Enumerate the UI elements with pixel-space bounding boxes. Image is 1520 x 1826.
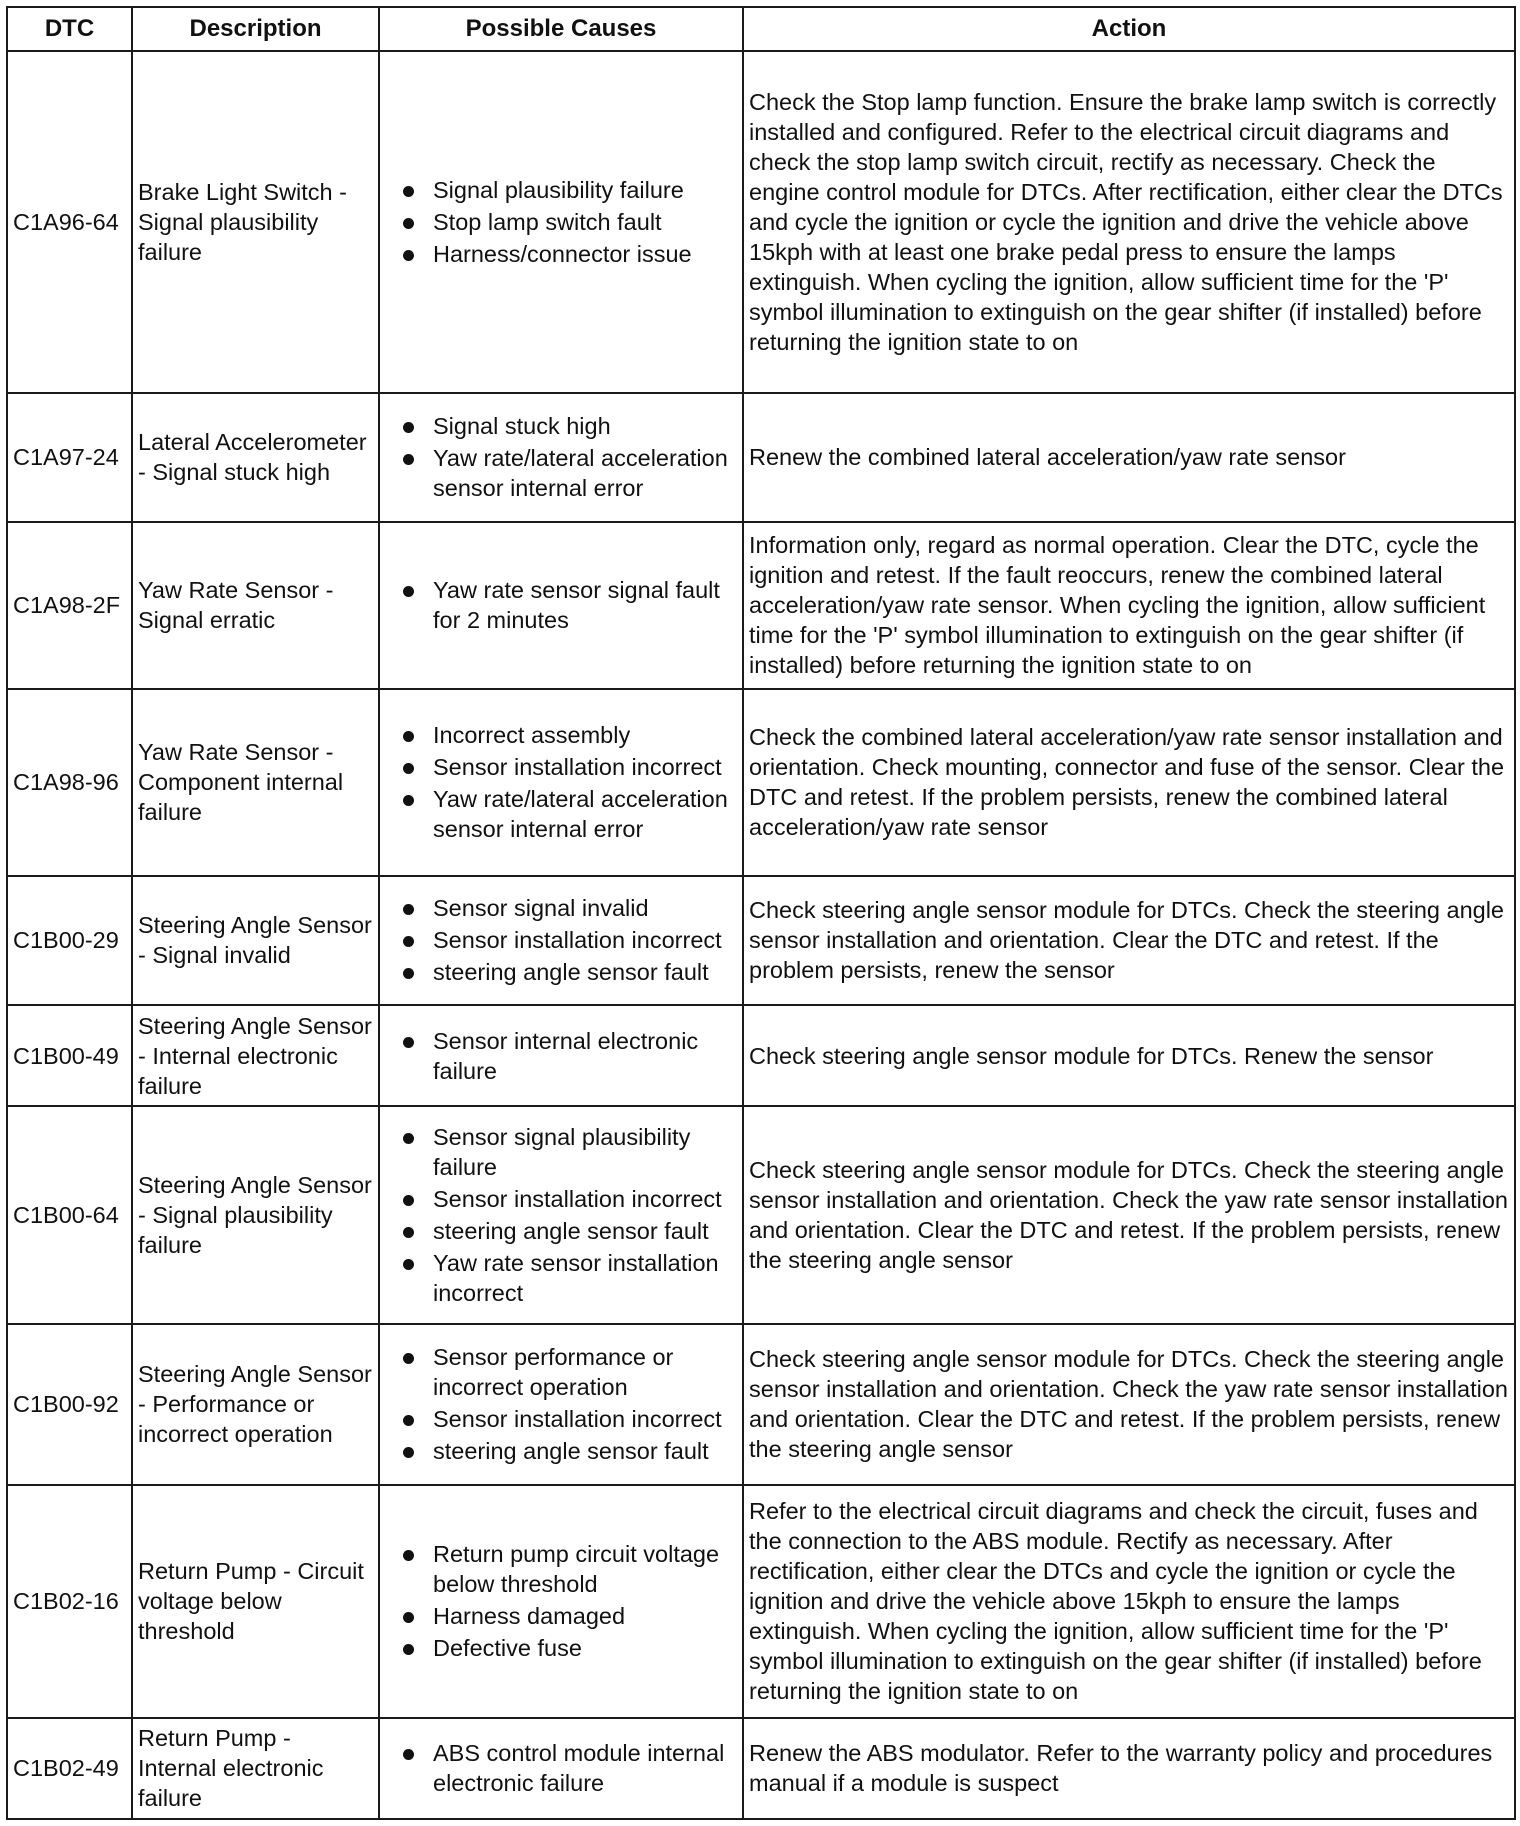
cause-bullet-item: Harness damaged xyxy=(433,1601,737,1631)
dtc-description: Yaw Rate Sensor - Signal erratic xyxy=(132,522,379,689)
table-row xyxy=(7,522,1515,689)
possible-causes-list xyxy=(385,1738,737,1798)
table-row xyxy=(7,1485,1515,1718)
header-action: Action xyxy=(743,7,1515,51)
cause-bullet-item: Return pump circuit voltage below threshold xyxy=(433,1539,737,1599)
action-text: Check steering angle sensor module for DTCs. Check the steering angle sensor installation and orientation. Check the yaw rate sensor installation and orientation. Clear the DTC and retest. If the problem persists, renew the steering angle sensor xyxy=(743,1324,1515,1485)
possible-causes-list xyxy=(385,1026,737,1086)
dtc-description: Steering Angle Sensor - Signal plausibility failure xyxy=(132,1106,379,1324)
dtc-description: Lateral Accelerometer - Signal stuck high xyxy=(132,393,379,522)
cause-bullet-item: Sensor installation incorrect xyxy=(433,925,737,955)
table-row xyxy=(7,393,1515,522)
action-text: Refer to the electrical circuit diagrams and check the circuit, fuses and the connection to the ABS module. Rectify as necessary. After rectification, either clear the DTCs and cycle the ignition or cycle the ignition and drive the vehicle above 15kph to ensure the lamps extinguish. When cycling the ignition, allow sufficient time for the 'P' symbol illumination to extinguish on the gear shifter (if installed) before returning the ignition state to on xyxy=(743,1485,1515,1718)
dtc-code: C1A97-24 xyxy=(7,393,132,522)
cause-bullet-item: Sensor installation incorrect xyxy=(433,1184,737,1214)
cause-bullet-item: Yaw rate/lateral acceleration sensor internal error xyxy=(433,784,737,844)
dtc-description: Return Pump - Circuit voltage below threshold xyxy=(132,1485,379,1718)
cause-bullet-item: Yaw rate/lateral acceleration sensor internal error xyxy=(433,443,737,503)
cause-bullet-item: Sensor signal invalid xyxy=(433,893,737,923)
dtc-code: C1B00-49 xyxy=(7,1005,132,1106)
dtc-code: C1B00-29 xyxy=(7,876,132,1006)
cause-bullet-item: Sensor installation incorrect xyxy=(433,752,737,782)
cause-bullet-item: Sensor performance or incorrect operation xyxy=(433,1342,737,1402)
possible-causes-list xyxy=(385,720,737,844)
cause-bullet-item: Yaw rate sensor signal fault for 2 minutes xyxy=(433,575,737,635)
cause-bullet-item: Signal stuck high xyxy=(433,411,737,441)
cause-bullet-item: Yaw rate sensor installation incorrect xyxy=(433,1248,737,1308)
header-row xyxy=(7,7,1515,51)
action-text: Check steering angle sensor module for DTCs. Check the steering angle sensor installation and orientation. Check the yaw rate sensor installation and orientation. Clear the DTC and retest. If the problem persists, renew the steering angle sensor xyxy=(743,1106,1515,1324)
possible-causes-list xyxy=(385,893,737,987)
dtc-code: C1A96-64 xyxy=(7,51,132,393)
cause-bullet-item: Incorrect assembly xyxy=(433,720,737,750)
dtc-description: Return Pump - Internal electronic failure xyxy=(132,1718,379,1819)
cause-bullet-item: Defective fuse xyxy=(433,1633,737,1663)
action-text: Check steering angle sensor module for DTCs. Renew the sensor xyxy=(743,1005,1515,1106)
action-text: Renew the ABS modulator. Refer to the warranty policy and procedures manual if a module is suspect xyxy=(743,1718,1515,1819)
cause-bullet-item: steering angle sensor fault xyxy=(433,1436,737,1466)
header-description: Description xyxy=(132,7,379,51)
possible-causes-cell xyxy=(379,393,743,522)
possible-causes-cell xyxy=(379,1324,743,1485)
cause-bullet-item: ABS control module internal electronic failure xyxy=(433,1738,737,1798)
possible-causes-cell xyxy=(379,1718,743,1819)
possible-causes-list xyxy=(385,411,737,503)
table-row xyxy=(7,689,1515,876)
possible-causes-cell xyxy=(379,1485,743,1718)
dtc-description: Yaw Rate Sensor - Component internal failure xyxy=(132,689,379,876)
cause-bullet-item: Stop lamp switch fault xyxy=(433,207,737,237)
possible-causes-list xyxy=(385,1122,737,1308)
possible-causes-cell xyxy=(379,51,743,393)
possible-causes-cell xyxy=(379,876,743,1006)
action-text: Check the Stop lamp function. Ensure the brake lamp switch is correctly installed and configured. Refer to the electrical circuit diagrams and check the stop lamp switch circuit, rectify as necessary. Check the engine control module for DTCs. After rectification, either clear the DTCs and cycle the ignition or cycle the ignition and drive the vehicle above 15kph with at least one brake pedal press to ensure the lamps extinguish. When cycling the ignition, allow sufficient time for the 'P' symbol illumination to extinguish on the gear shifter (if installed) before returning the ignition state to on xyxy=(743,51,1515,393)
possible-causes-list xyxy=(385,175,737,269)
table-row xyxy=(7,1324,1515,1485)
header-possible-causes: Possible Causes xyxy=(379,7,743,51)
dtc-code: C1A98-96 xyxy=(7,689,132,876)
dtc-table xyxy=(6,6,1516,1820)
dtc-code: C1B00-64 xyxy=(7,1106,132,1324)
dtc-document xyxy=(6,6,1514,1820)
possible-causes-cell xyxy=(379,522,743,689)
table-row xyxy=(7,1718,1515,1819)
action-text: Check steering angle sensor module for DTCs. Check the steering angle sensor installation and orientation. Clear the DTC and retest. If the problem persists, renew the sensor xyxy=(743,876,1515,1006)
dtc-code: C1B00-92 xyxy=(7,1324,132,1485)
possible-causes-list xyxy=(385,1342,737,1466)
possible-causes-cell xyxy=(379,689,743,876)
dtc-code: C1B02-49 xyxy=(7,1718,132,1819)
cause-bullet-item: Sensor internal electronic failure xyxy=(433,1026,737,1086)
possible-causes-list xyxy=(385,575,737,635)
table-row xyxy=(7,876,1515,1006)
dtc-description: Steering Angle Sensor - Internal electronic failure xyxy=(132,1005,379,1106)
table-row xyxy=(7,1005,1515,1106)
header-dtc: DTC xyxy=(7,7,132,51)
dtc-code: C1A98-2F xyxy=(7,522,132,689)
cause-bullet-item: steering angle sensor fault xyxy=(433,957,737,987)
dtc-code: C1B02-16 xyxy=(7,1485,132,1718)
possible-causes-cell xyxy=(379,1005,743,1106)
table-row xyxy=(7,51,1515,393)
table-row xyxy=(7,1106,1515,1324)
cause-bullet-item: Harness/connector issue xyxy=(433,239,737,269)
cause-bullet-item: Signal plausibility failure xyxy=(433,175,737,205)
cause-bullet-item: steering angle sensor fault xyxy=(433,1216,737,1246)
action-text: Check the combined lateral acceleration/yaw rate sensor installation and orientation. Check mounting, connector and fuse of the sensor. Clear the DTC and retest. If the problem persists, renew the combined lateral acceleration/yaw rate sensor xyxy=(743,689,1515,876)
dtc-description: Steering Angle Sensor - Signal invalid xyxy=(132,876,379,1006)
possible-causes-list xyxy=(385,1539,737,1663)
cause-bullet-item: Sensor installation incorrect xyxy=(433,1404,737,1434)
cause-bullet-item: Sensor signal plausibility failure xyxy=(433,1122,737,1182)
action-text: Information only, regard as normal operation. Clear the DTC, cycle the ignition and retest. If the fault reoccurs, renew the combined lateral acceleration/yaw rate sensor. When cycling the ignition, allow sufficient time for the 'P' symbol illumination to extinguish on the gear shifter (if installed) before returning the ignition state to on xyxy=(743,522,1515,689)
dtc-description: Steering Angle Sensor - Performance or incorrect operation xyxy=(132,1324,379,1485)
action-text: Renew the combined lateral acceleration/yaw rate sensor xyxy=(743,393,1515,522)
possible-causes-cell xyxy=(379,1106,743,1324)
dtc-description: Brake Light Switch - Signal plausibility failure xyxy=(132,51,379,393)
